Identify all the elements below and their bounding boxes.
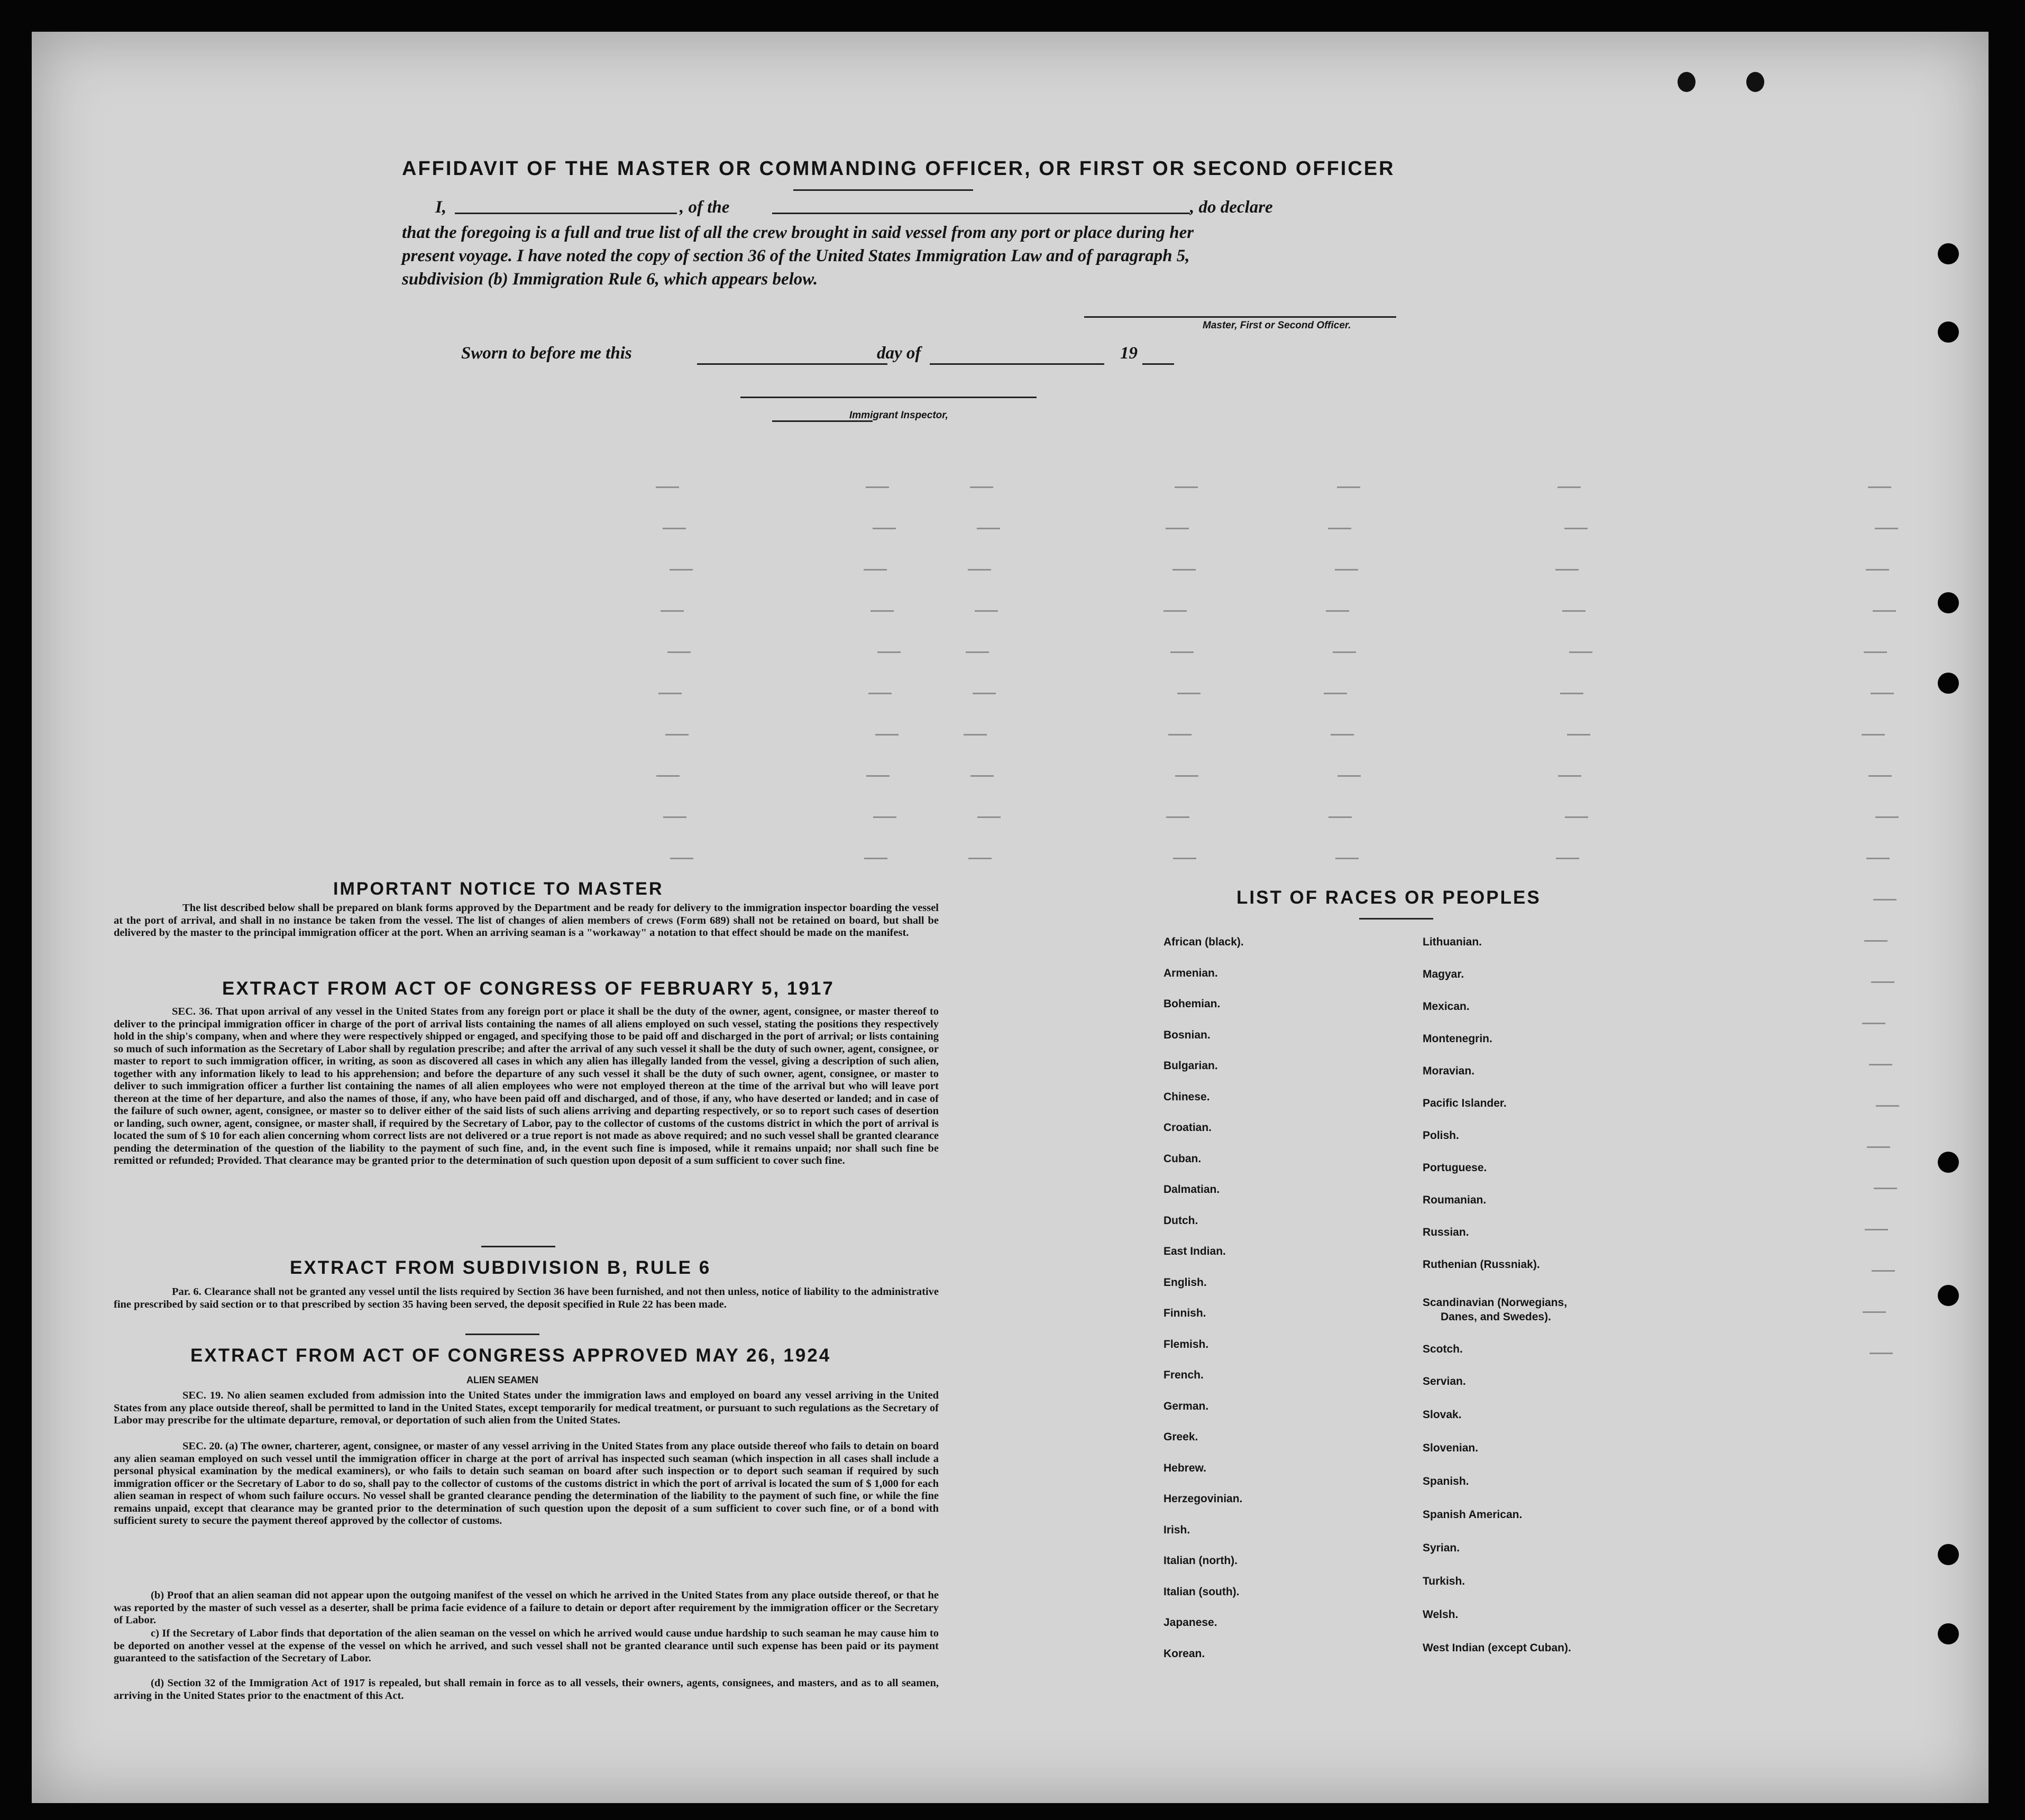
ghost-dash <box>1866 569 1889 571</box>
inspector-label: Immigrant Inspector, <box>849 410 948 421</box>
important-notice-body: The list described below shall be prepared on blank forms approved by the Department and be ready for delivery to the immigration inspector boarding the vessel at the port of arrival, and shall in no instance be taken from the vessel. The list of changes of alien members of crews (Form 689) shall not be retained on board, but shall be delivered by the master to the principal immigration officer at the port. When an arriving seaman is a "workaway" a notation to that effect should be made on the manifest. <box>114 902 939 939</box>
race-item: Syrian. <box>1423 1542 1460 1554</box>
race-item: Slovak. <box>1423 1409 1462 1421</box>
ghost-dash <box>1335 858 1359 859</box>
extract-1924-subtitle: ALIEN SEAMEN <box>466 1375 539 1385</box>
race-item: Finnish. <box>1163 1307 1206 1319</box>
ghost-dash <box>1863 1311 1886 1313</box>
extract-1924-para-c: c) If the Secretary of Labor finds that deportation of the alien seaman on the vessel on which he arrived would cause undue hardship to such seaman he may cause him to be deported on another vessel at the expense of the vessel on which he arrived, and such vessel shall not be granted clearance until such expense has been paid or its payment guaranteed to the satisfaction of the Secretary of Labor. <box>114 1628 939 1664</box>
ghost-dash <box>868 693 892 694</box>
ghost-dash <box>1168 734 1192 736</box>
ghost-dash <box>1567 734 1590 736</box>
ghost-dash <box>1335 569 1358 571</box>
race-item: Irish. <box>1163 1523 1190 1536</box>
ghost-dash <box>1173 858 1196 859</box>
inspector-signature-line <box>740 397 1037 398</box>
ghost-dash <box>1175 486 1198 488</box>
affidavit-line-2: that the foregoing is a full and true list of all the crew brought in said vessel from any port or place during her <box>402 223 1194 242</box>
vessel-blank <box>772 213 1190 214</box>
race-item: Lithuanian. <box>1423 936 1482 948</box>
day-of: day of <box>877 344 921 363</box>
races-title: LIST OF RACES OR PEOPLES <box>1236 887 1541 908</box>
ghost-dash <box>1163 610 1187 612</box>
punch-hole <box>1938 243 1959 264</box>
ghost-dash <box>1170 651 1194 653</box>
ghost-dash <box>1862 1023 1885 1024</box>
divider <box>465 1334 539 1335</box>
extract-rule6-body: Par. 6. Clearance shall not be granted any vessel until the lists required by Section 36 have been furnished, and not then unless, notice of liability to the administrative fine prescribed by said section or to that prescribed by section 35 having been served, the deposit specified in Rule 22 has been made. <box>114 1286 939 1310</box>
year-blank <box>1142 363 1174 365</box>
race-item: Montenegrin. <box>1423 1033 1492 1045</box>
race-item: Pacific Islander. <box>1423 1097 1507 1109</box>
divider <box>481 1246 555 1247</box>
ghost-dash <box>1564 528 1588 529</box>
race-item: Bohemian. <box>1163 998 1221 1010</box>
race-item: Moravian. <box>1423 1065 1475 1077</box>
extract-1924-para-b: (b) Proof that an alien seaman did not appear upon the outgoing manifest of the vessel on which he arrived in the United States from any place outside thereof, or that he was reported by the master of such vessel as a deserter, shall be prima facie evidence of a failure to detain or deport after requirement by the immigration officer or the Secretary of Labor. <box>114 1589 939 1626</box>
ghost-dash <box>875 734 899 736</box>
race-item: Japanese. <box>1163 1616 1217 1629</box>
race-item: Danes, and Swedes). <box>1441 1311 1551 1323</box>
ghost-dash <box>1177 693 1201 694</box>
race-item: Cuban. <box>1163 1152 1202 1165</box>
punch-hole <box>1938 1285 1959 1306</box>
ghost-dash <box>1866 858 1890 859</box>
name-blank <box>455 213 677 214</box>
ghost-dash <box>1326 610 1349 612</box>
important-notice-title: IMPORTANT NOTICE TO MASTER <box>333 879 664 899</box>
race-item: Dalmatian. <box>1163 1183 1220 1196</box>
race-item: Hebrew. <box>1163 1461 1206 1474</box>
race-item: African (black). <box>1163 936 1244 948</box>
ghost-dash <box>1328 816 1352 818</box>
race-item: Scotch. <box>1423 1343 1463 1355</box>
ghost-dash <box>663 528 686 529</box>
sworn-before: Sworn to before me this <box>461 344 632 363</box>
ghost-dash <box>873 816 896 818</box>
race-item: Spanish. <box>1423 1475 1469 1487</box>
race-item: Polish. <box>1423 1129 1459 1142</box>
ghost-dash <box>1864 651 1887 653</box>
punch-hole <box>1938 321 1959 343</box>
race-item: Slovenian. <box>1423 1442 1479 1454</box>
ghost-dash <box>977 816 1001 818</box>
ghost-dash <box>1873 610 1896 612</box>
race-item: Croatian. <box>1163 1122 1212 1134</box>
ghost-dash <box>1560 693 1583 694</box>
ghost-dash <box>1872 1270 1895 1272</box>
ghost-dash <box>873 528 896 529</box>
race-item: English. <box>1163 1276 1207 1289</box>
ghost-dash <box>1175 775 1198 777</box>
ghost-dash <box>975 610 998 612</box>
ghost-dash <box>866 775 890 777</box>
race-item: German. <box>1163 1400 1209 1412</box>
ghost-dash <box>656 775 680 777</box>
affidavit-i: I, <box>435 198 447 217</box>
ghost-dash <box>665 734 689 736</box>
extract-1924-para-d: (d) Section 32 of the Immigration Act of 1917 is repealed, but shall remain in force as to all vessels, their owners, agents, consignees, and masters, and as to all seamen, arriving in the United States prior to the enactment of this Act. <box>114 1677 939 1702</box>
year-prefix: 19 <box>1120 344 1138 363</box>
extract-1917-body: SEC. 36. That upon arrival of any vessel in the United States from any foreign port or place it shall be the duty of the owner, agent, consignee, or master thereof to deliver to the principal immigration officer in charge of the port of arrival lists containing the names of all aliens employed on such vessel, stating the positions they respectively hold in the ship's company, when and where they were respectively shipped or engaged, and specifying those to be paid off and discharged in the port of arrival; or lists containing so much of such information as the Secretary of Labor shall by regulation prescribe; and after the arrival of any such vessel it shall be the duty of such owner, agent, consignee, or master to report to such immigration officer, in writing, as soon as discovered all cases in which any alien has illegally landed from the vessel, giving a description of such alien, together with any information likely to lead to his apprehension; and before the departure of any such vessel it shall be the duty of such owner, agent, consignee, or master to deliver to such immigration officer a further list containing the names of all alien employees who were not employed thereon at the time of the arrival but who will leave port thereon at the time of her departure, and also the names of those, if any, who have been paid off and discharged, and of those, if any, who have deserted or landed; and in case of the failure of such owner, agent, consignee, or master so to deliver either of the said lists of such aliens arriving and departing respectively, or so to report such cases of desertion or landing, such owner, agent, consignee, or master shall, if required by the Secretary of Labor, pay to the collector of customs of the customs district in which the port of arrival is located the sum of $ 10 for each alien concerning whom correct lists are not delivered or a true report is not made as above required; and no such vessel shall be granted clearance pending the determination of the question of the liability to the payment of such fine, and, in the event such fine is imposed, while it remains unpaid; nor shall such fine be remitted or refunded; Provided. That clearance may be granted prior to the determination of such question upon deposit of a sum sufficient to cover such fine. <box>114 1006 939 1166</box>
sworn-day-blank <box>697 363 887 365</box>
punch-hole <box>1938 1623 1959 1644</box>
race-item: Bosnian. <box>1163 1028 1211 1041</box>
punch-hole <box>1938 673 1959 694</box>
ghost-dash <box>1166 528 1189 529</box>
ghost-dash <box>1556 858 1579 859</box>
ghost-dash <box>663 816 686 818</box>
race-item: Greek. <box>1163 1431 1198 1443</box>
race-item: Magyar. <box>1423 968 1464 980</box>
ghost-dash <box>964 734 987 736</box>
race-item: Roumanian. <box>1423 1194 1487 1206</box>
tack-hole <box>1678 72 1696 92</box>
ghost-dash <box>1337 486 1360 488</box>
race-item: Herzegovinian. <box>1163 1493 1243 1505</box>
ghost-dash <box>1862 734 1885 736</box>
race-item: Russian. <box>1423 1226 1469 1238</box>
ghost-dash <box>1331 734 1354 736</box>
ghost-dash <box>1873 899 1896 900</box>
ghost-dash <box>970 775 994 777</box>
ghost-dash <box>661 610 684 612</box>
ghost-dash <box>1558 775 1581 777</box>
ghost-dash <box>866 486 889 488</box>
ghost-dash <box>1865 1229 1888 1230</box>
ghost-dash <box>1324 693 1347 694</box>
ghost-dash <box>970 486 993 488</box>
title-underline <box>793 189 973 191</box>
ghost-dash <box>670 569 693 571</box>
ghost-dash <box>1166 816 1189 818</box>
ghost-dash <box>1172 569 1196 571</box>
ghost-dash <box>1875 528 1898 529</box>
ghost-dash <box>1874 1188 1897 1189</box>
race-item: West Indian (except Cuban). <box>1423 1642 1571 1654</box>
master-label: Master, First or Second Officer. <box>1203 320 1351 331</box>
affidavit-line-3: present voyage. I have noted the copy of section 36 of the United States Immigration Law and of paragraph 5, <box>402 246 1190 265</box>
punch-hole <box>1938 1152 1959 1173</box>
race-item: Dutch. <box>1163 1214 1198 1227</box>
race-item: East Indian. <box>1163 1245 1226 1257</box>
punch-hole <box>1938 1544 1959 1565</box>
ghost-dash <box>670 858 693 859</box>
ghost-dash <box>968 858 992 859</box>
ghost-dash <box>864 858 887 859</box>
race-item: Armenian. <box>1163 967 1218 979</box>
race-item: Chinese. <box>1163 1090 1210 1103</box>
ghost-dash <box>864 569 887 571</box>
ghost-dash <box>1337 775 1361 777</box>
race-item: Italian (north). <box>1163 1555 1238 1567</box>
ghost-dash <box>1870 1353 1893 1354</box>
ghost-dash <box>1562 610 1586 612</box>
race-item: Ruthenian (Russniak). <box>1423 1258 1540 1271</box>
extract-1924-sec19: SEC. 19. No alien seamen excluded from admission into the United States under the immigration laws and employed on board any vessel arriving in the United States from any place outside thereof, shall be permitted to land in the United States, except temporarily for medical treatment, or pursuant to such regulations as the Secretary of Labor may prescribe for the ultimate departure, removal, or deportation of such alien from the United States. <box>114 1390 939 1426</box>
extract-1924-sec20: SEC. 20. (a) The owner, charterer, agent, consignee, or master of any vessel arriving in the United States from any place outside thereof who fails to detain on board any alien seaman employed on such vessel until the immigration officer in charge at the port of arrival has inspected such seaman (which inspection in all cases shall include a personal physical examination by the medical examiners), or who fails to detain such seaman on board after such inspection or to deport such seaman if required by such immigration officer or the Secretary of Labor to do so, shall pay to the collector of customs of the customs district in which the port of arrival is located the sum of $ 1,000 for each alien seaman in respect of whom such failure occurs. No vessel shall be granted clearance pending the determination of the liability to the payment of such fine, or while the fine remains unpaid, except that clearance may be granted prior to the determination of such question upon the deposit of a sum sufficient to cover such fine, or of a bond with sufficient surety to secure the payment thereof approved by the collector of customs. <box>114 1440 939 1527</box>
ghost-dash <box>877 651 901 653</box>
ghost-dash <box>1871 981 1894 983</box>
races-underline <box>1359 918 1433 920</box>
affidavit-do-declare: , do declare <box>1190 198 1273 217</box>
extract-1924-title: EXTRACT FROM ACT OF CONGRESS APPROVED MAY 26, 1924 <box>190 1345 831 1366</box>
ghost-dash <box>1868 486 1891 488</box>
affidavit-line-4: subdivision (b) Immigration Rule 6, which appears below. <box>402 270 818 289</box>
ghost-dash <box>966 651 989 653</box>
race-item: Italian (south). <box>1163 1585 1240 1598</box>
affidavit-line-1 <box>402 191 1433 218</box>
ghost-dash <box>968 569 991 571</box>
ghost-dash <box>1557 486 1581 488</box>
ghost-dash <box>658 693 682 694</box>
ghost-dash <box>1867 1146 1890 1148</box>
affidavit-title: AFFIDAVIT OF THE MASTER OR COMMANDING OFFICER, OR FIRST OR SECOND OFFICER <box>402 158 1395 180</box>
ghost-dash <box>667 651 691 653</box>
race-item: Servian. <box>1423 1375 1466 1387</box>
race-item: Flemish. <box>1163 1338 1209 1350</box>
ghost-dash <box>977 528 1000 529</box>
extract-rule6-title: EXTRACT FROM SUBDIVISION B, RULE 6 <box>290 1257 711 1278</box>
ghost-dash <box>1328 528 1351 529</box>
race-item: Portuguese. <box>1423 1162 1487 1174</box>
race-item: Korean. <box>1163 1647 1205 1660</box>
affidavit-of-the: , of the <box>680 198 730 217</box>
ghost-dash <box>1871 693 1894 694</box>
ghost-dash <box>973 693 996 694</box>
ghost-dash <box>1333 651 1356 653</box>
race-item: French. <box>1163 1369 1204 1381</box>
ghost-dash <box>1875 816 1899 818</box>
tack-hole <box>1746 72 1764 92</box>
ghost-dash <box>1868 775 1892 777</box>
punch-hole <box>1938 592 1959 613</box>
extract-1917-title: EXTRACT FROM ACT OF CONGRESS OF FEBRUARY 5, 1917 <box>222 978 835 999</box>
ghost-dash <box>1565 816 1588 818</box>
master-signature-line <box>1084 316 1396 318</box>
ghost-dash <box>1864 940 1887 942</box>
race-item: Bulgarian. <box>1163 1060 1218 1072</box>
race-item: Mexican. <box>1423 1000 1470 1013</box>
ghost-dash <box>871 610 894 612</box>
race-item: Scandinavian (Norwegians, <box>1423 1297 1568 1309</box>
ghost-dash <box>1555 569 1579 571</box>
ghost-dash <box>1869 1064 1892 1065</box>
race-item: Spanish American. <box>1423 1509 1523 1521</box>
manifest-back-page <box>32 32 1989 1803</box>
race-item: Turkish. <box>1423 1575 1465 1587</box>
ghost-dash <box>656 486 679 488</box>
race-item: Welsh. <box>1423 1608 1459 1621</box>
ghost-dash <box>1876 1105 1899 1107</box>
ghost-dash <box>1569 651 1592 653</box>
sworn-month-blank <box>930 363 1104 365</box>
